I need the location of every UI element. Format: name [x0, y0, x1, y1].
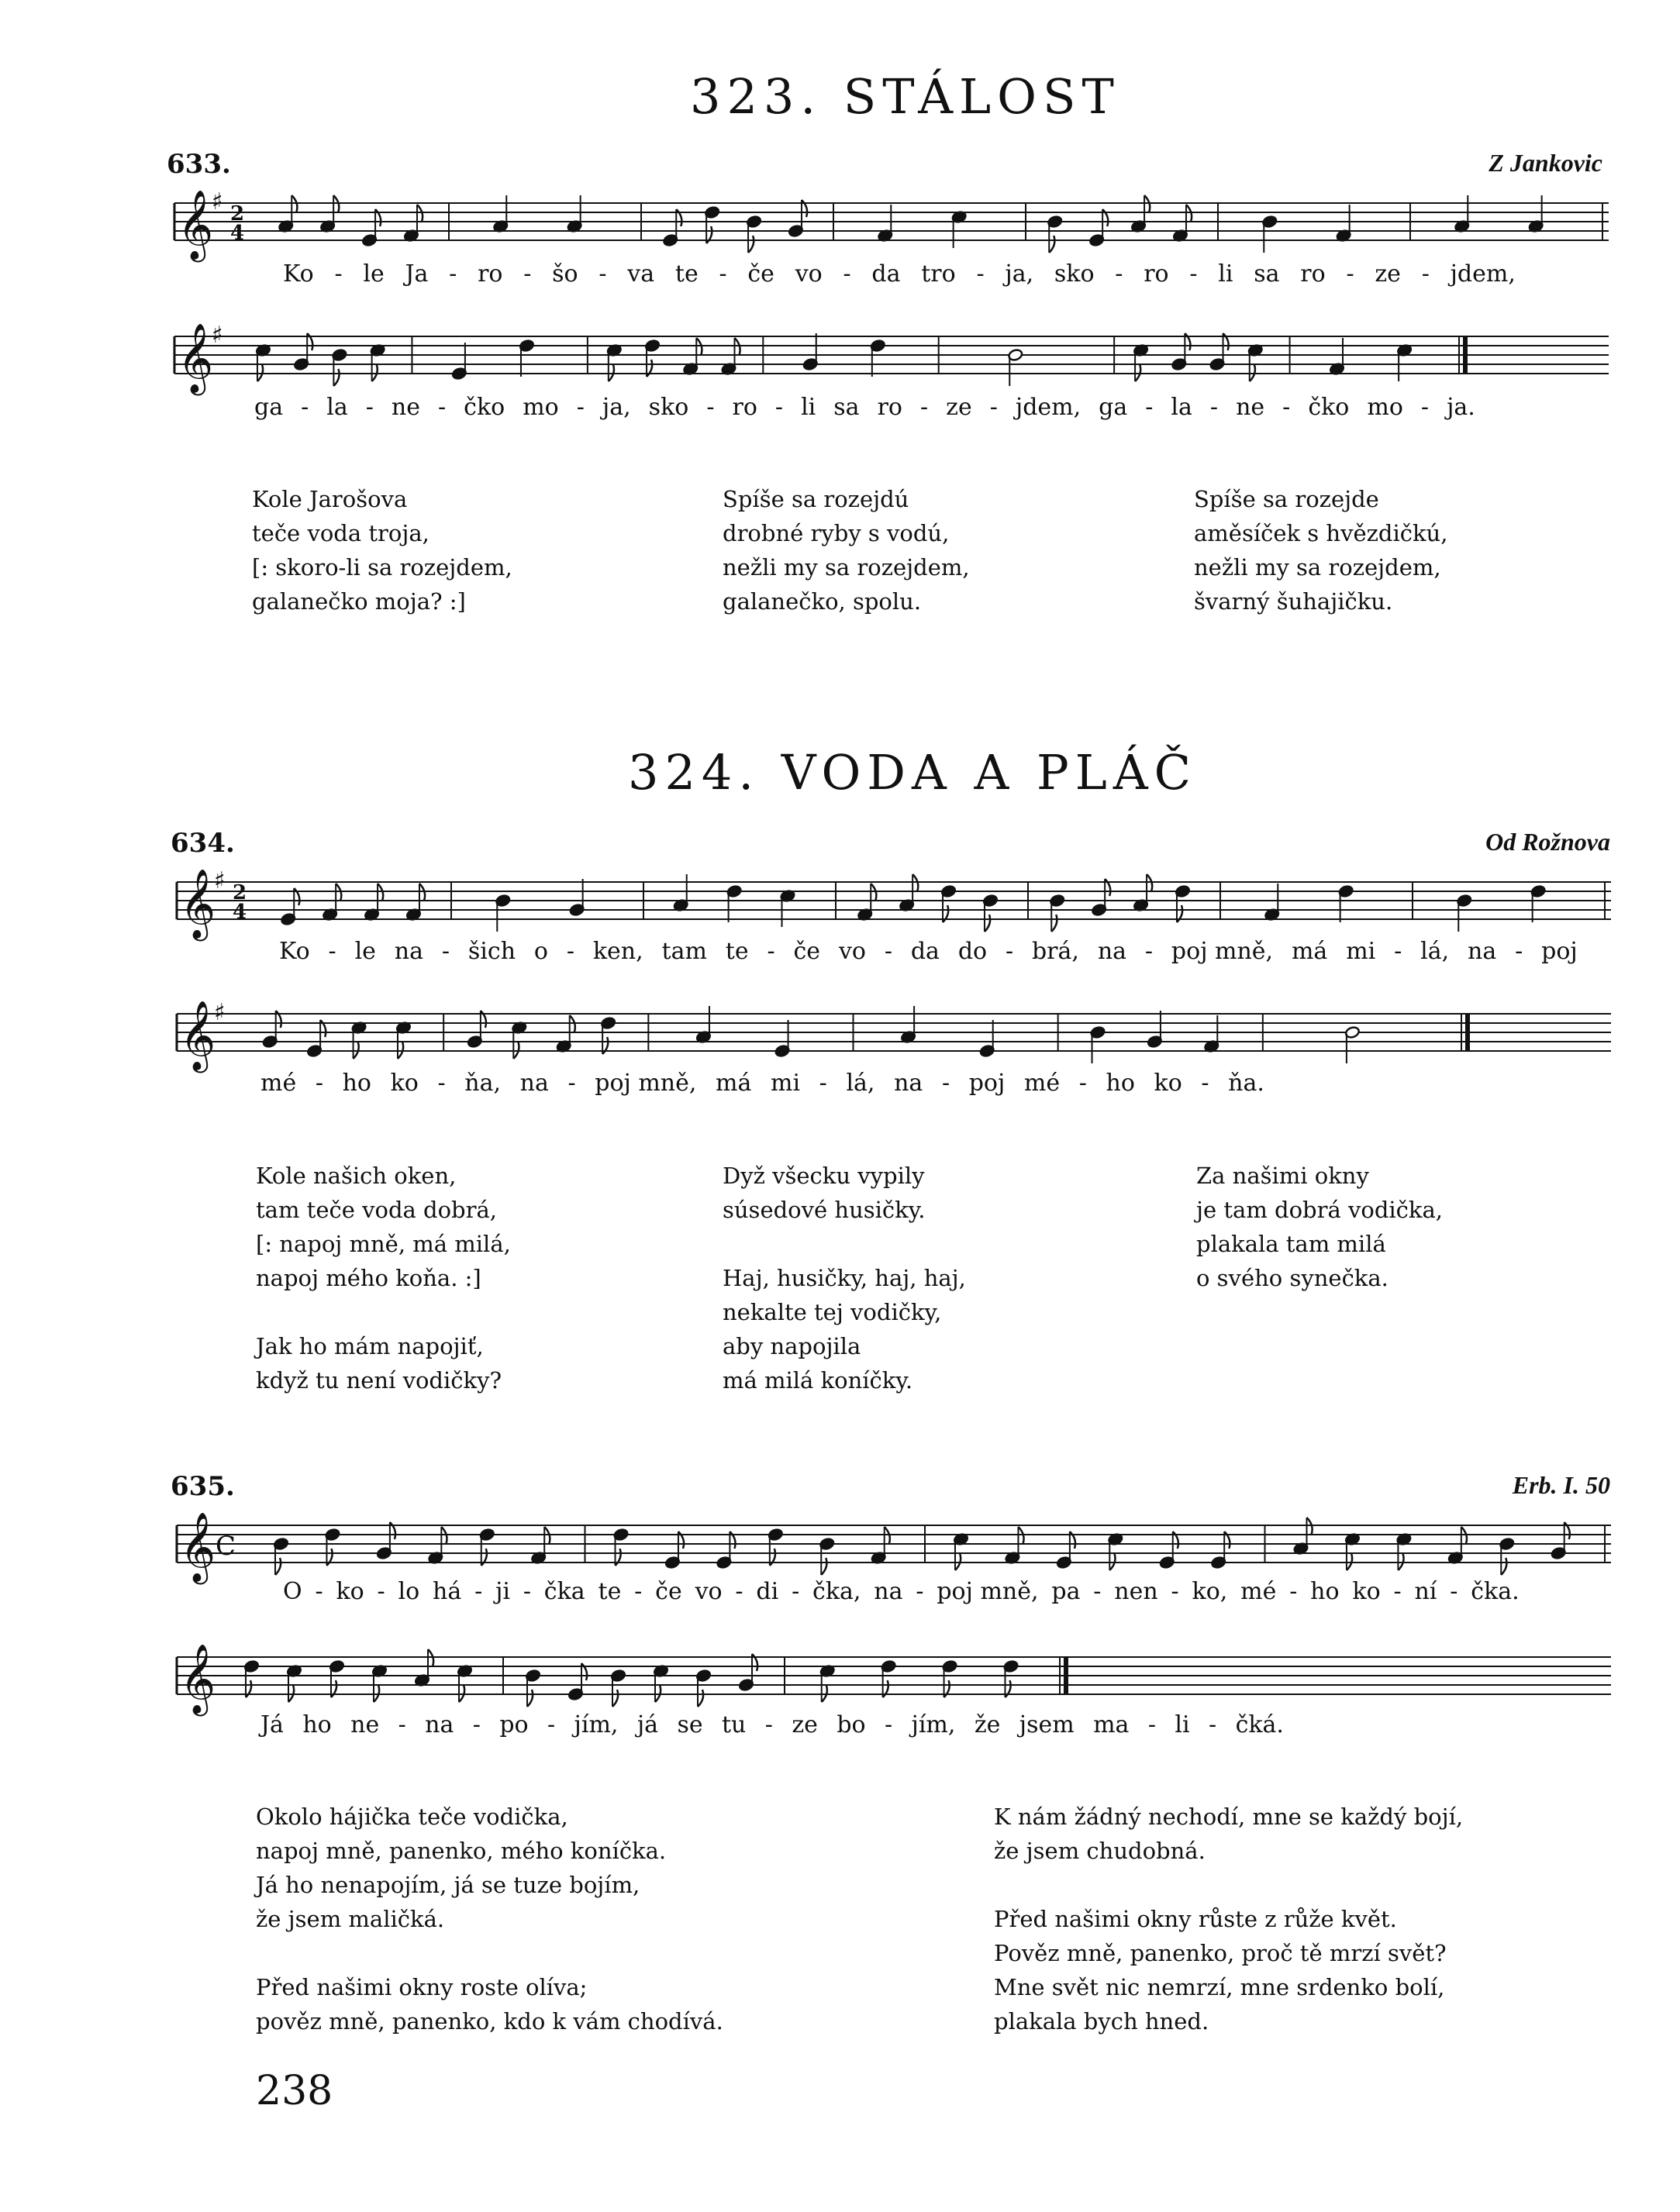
- treble-clef-icon: 𝄞: [178, 323, 214, 393]
- lyric-syllable: se: [677, 1711, 703, 1738]
- lyric-syllable: te: [674, 260, 699, 288]
- lyric-syllable: -: [398, 1711, 406, 1738]
- verse-635-1: Okolo hájička teče vodička, napoj mně, panenko, mého koníčka. Já ho nenapojím, já se tuze bojím, že jsem maličká. Před našimi okny roste olíva; pověz mně, panenko, kdo k vám chodívá.: [256, 1804, 723, 2035]
- lyric-syllable: ze: [792, 1711, 818, 1738]
- lyric-syllable: -: [1289, 1578, 1298, 1605]
- lyric-syllable: -: [764, 1711, 773, 1738]
- lyric-syllable: -: [719, 260, 727, 288]
- lyric-syllable: Ja: [405, 260, 429, 288]
- lyric-syllable: jdem,: [1450, 260, 1516, 288]
- lyric-syllable: ní: [1414, 1578, 1437, 1605]
- lyric-syllable: na: [519, 1070, 549, 1097]
- lyric-syllable: poj mně,: [937, 1578, 1039, 1605]
- lyric-syllable: poj mně,: [595, 1070, 697, 1097]
- lyric-syllable: -: [1189, 260, 1198, 288]
- note-flag: [1049, 236, 1054, 253]
- lyric-syllable: -: [989, 394, 998, 421]
- lyric-syllable: mé: [1240, 1578, 1277, 1605]
- lyric-syllable: ji: [495, 1578, 510, 1605]
- lyric-syllable: -: [472, 1711, 481, 1738]
- treble-clef-icon: 𝄞: [180, 1512, 216, 1582]
- melody-source-635: Erb. I. 50: [1512, 1471, 1610, 1499]
- lyric-syllable: -: [437, 1070, 446, 1097]
- lyric-syllable: ňa.: [1228, 1070, 1264, 1097]
- lyric-syllable: po: [499, 1711, 529, 1738]
- lyric-syllable: -: [774, 394, 784, 421]
- lyric-syllable: li: [1175, 1711, 1190, 1738]
- lyric-syllable: mé: [1023, 1070, 1061, 1097]
- verse-324-2: Dyž všecku vypily súsedové husičky. Haj, husičky, haj, haj, nekalte tej vodičky, aby napojila má milá koníčky.: [723, 1163, 966, 1394]
- lyric-syllable: ga: [254, 394, 284, 421]
- lyric-syllable: -: [767, 938, 775, 965]
- staff-634-1: [177, 867, 1611, 939]
- lyric-syllable: ko: [1154, 1070, 1182, 1097]
- lyric-syllable: Já: [260, 1711, 284, 1738]
- lyric-syllable: -: [315, 1578, 323, 1605]
- lyric-syllable: jím,: [574, 1711, 619, 1738]
- note-flag: [275, 1558, 281, 1575]
- sharp-icon: ♯: [212, 322, 223, 349]
- verse-323-3: Spíše sa rozejde aměsíček s hvězdičkú, nežli my sa rozejdem, švarný šuhajičku.: [1194, 486, 1448, 615]
- lyric-syllable: na: [894, 1070, 923, 1097]
- lyric-syllable: há: [433, 1578, 462, 1605]
- lyric-syllable: mo: [1367, 394, 1403, 421]
- melody-source-633: Z Jankovic: [1489, 149, 1602, 177]
- lyric-syllable: sko: [648, 394, 689, 421]
- lyric-syllable: na: [1468, 938, 1497, 965]
- page-number: 238: [256, 2068, 333, 2114]
- lyric-syllable: jím,: [911, 1711, 956, 1738]
- lyric-syllable: lá,: [846, 1070, 875, 1097]
- lyric-syllable: -: [1145, 394, 1154, 421]
- lyric-syllable: ne: [350, 1711, 380, 1738]
- lyric-syllable: -: [599, 260, 607, 288]
- lyric-syllable: če: [655, 1578, 682, 1605]
- lyric-syllable: poj: [968, 1070, 1006, 1097]
- lyric-syllable: čká.: [1235, 1711, 1284, 1738]
- lyric-syllable: -: [843, 260, 851, 288]
- lyrics-633-line2: [254, 394, 1475, 421]
- sharp-icon: ♯: [212, 188, 223, 215]
- lyrics-635-line2: [260, 1711, 1284, 1738]
- lyrics-633-line1: [283, 260, 1516, 288]
- lyric-syllable: čko: [1308, 394, 1350, 421]
- staff-635-1: [177, 1512, 1611, 1582]
- lyric-syllable: -: [301, 394, 309, 421]
- note-flag: [1051, 915, 1057, 932]
- note-flag: [333, 369, 339, 386]
- lyric-syllable: pa: [1051, 1578, 1081, 1605]
- lyric-syllable: mo: [523, 394, 559, 421]
- lyric-syllable: vo: [695, 1578, 723, 1605]
- lyric-syllable: -: [566, 938, 574, 965]
- lyric-syllable: ja,: [602, 394, 631, 421]
- lyric-syllable: -: [1346, 260, 1354, 288]
- lyric-syllable: -: [1421, 260, 1430, 288]
- lyric-syllable: li: [1218, 260, 1233, 288]
- lyric-syllable: te: [598, 1578, 622, 1605]
- melody-number-634: 634.: [171, 828, 235, 859]
- lyric-syllable: -: [315, 1070, 323, 1097]
- lyric-syllable: Ko: [283, 260, 314, 288]
- lyric-syllable: ho: [1106, 1070, 1135, 1097]
- lyric-syllable: -: [523, 1578, 531, 1605]
- lyric-syllable: ga: [1099, 394, 1128, 421]
- lyric-syllable: -: [1147, 1711, 1156, 1738]
- lyric-syllable: na: [394, 938, 424, 965]
- lyric-syllable: -: [976, 260, 985, 288]
- lyric-syllable: jsem: [1019, 1711, 1075, 1738]
- lyric-syllable: ma: [1093, 1711, 1130, 1738]
- lyric-syllable: bo: [837, 1711, 866, 1738]
- lyric-syllable: Ko: [279, 938, 310, 965]
- lyric-syllable: ne: [391, 394, 420, 421]
- melody-number-633: 633.: [167, 149, 231, 180]
- verse-323-2: Spíše sa rozejdú drobné ryby s vodú, nežli my sa rozejdem, galanečko, spolu.: [723, 486, 970, 615]
- lyric-syllable: lo: [398, 1578, 420, 1605]
- lyric-syllable: -: [1450, 1578, 1458, 1605]
- lyric-syllable: -: [1171, 1578, 1179, 1605]
- lyric-syllable: -: [1144, 938, 1154, 965]
- lyric-syllable: na: [1097, 938, 1127, 965]
- lyric-syllable: čka,: [812, 1578, 861, 1605]
- lyric-syllable: lá,: [1420, 938, 1450, 965]
- lyric-syllable: vo: [795, 260, 823, 288]
- lyric-syllable: do: [957, 938, 988, 965]
- verse-323-1: Kole Jarošova teče voda troja, [: skoro-li sa rozejdem, galanečko moja? :]: [252, 486, 512, 615]
- sharp-icon: ♯: [214, 867, 226, 894]
- melody-number-635: 635.: [171, 1471, 235, 1502]
- lyric-syllable: O: [283, 1578, 302, 1605]
- lyric-syllable: ho: [342, 1070, 371, 1097]
- lyric-syllable: ro: [1144, 260, 1169, 288]
- lyric-syllable: ho: [302, 1711, 332, 1738]
- verse-324-3: Za našimi okny je tam dobrá vodička, plakala tam milá o svého synečka.: [1196, 1163, 1443, 1291]
- lyric-syllable: má: [716, 1070, 752, 1097]
- note-flag: [527, 1690, 533, 1707]
- lyric-syllable: -: [441, 938, 450, 965]
- lyric-syllable: ko: [390, 1070, 419, 1097]
- lyric-syllable: čko: [464, 394, 505, 421]
- lyric-syllable: ňa,: [464, 1070, 501, 1097]
- song-title-324: 324. VODA A PLÁČ: [628, 744, 1198, 801]
- time-signature-bottom: 4: [230, 222, 245, 245]
- lyric-syllable: da: [910, 938, 940, 965]
- lyric-syllable: te: [725, 938, 749, 965]
- staff-634-2: [177, 999, 1611, 1070]
- time-signature-bottom: 4: [233, 901, 247, 924]
- lyric-syllable: -: [920, 394, 929, 421]
- lyric-syllable: -: [365, 394, 374, 421]
- lyric-syllable: la: [326, 394, 348, 421]
- lyric-syllable: -: [792, 1578, 800, 1605]
- lyric-syllable: di: [756, 1578, 779, 1605]
- lyric-syllable: le: [363, 260, 385, 288]
- lyric-syllable: -: [1209, 1711, 1217, 1738]
- lyric-syllable: -: [547, 1711, 556, 1738]
- lyric-syllable: vo: [838, 938, 866, 965]
- lyric-syllable: -: [884, 938, 892, 965]
- lyric-syllable: ro: [478, 260, 503, 288]
- lyric-syllable: ko,: [1192, 1578, 1228, 1605]
- lyric-syllable: tu: [722, 1711, 747, 1738]
- lyric-syllable: -: [735, 1578, 743, 1605]
- lyrics-635-line1: [283, 1578, 1520, 1605]
- lyric-syllable: -: [328, 938, 336, 965]
- lyric-syllable: -: [1093, 1578, 1102, 1605]
- lyric-syllable: -: [1115, 260, 1123, 288]
- lyric-syllable: -: [334, 260, 343, 288]
- lyric-syllable: na: [874, 1578, 903, 1605]
- lyric-syllable: -: [1209, 394, 1219, 421]
- lyric-syllable: ko: [336, 1578, 364, 1605]
- lyric-syllable: tam: [661, 938, 707, 965]
- lyric-syllable: -: [449, 260, 457, 288]
- lyrics-634-line1: [279, 938, 1578, 965]
- lyric-syllable: -: [1393, 1578, 1402, 1605]
- lyric-syllable: va: [627, 260, 655, 288]
- lyric-syllable: brá,: [1031, 938, 1079, 965]
- lyric-syllable: mi: [771, 1070, 801, 1097]
- lyric-syllable: da: [871, 260, 901, 288]
- lyric-syllable: če: [747, 260, 774, 288]
- verse-324-1: Kole našich oken, tam teče voda dobrá, [: napoj mně, má milá, napoj mého koňa. :] Jak ho mám napojiť, když tu není vodičky?: [256, 1163, 511, 1394]
- lyric-syllable: če: [793, 938, 821, 965]
- lyric-syllable: sko: [1054, 260, 1095, 288]
- lyric-syllable: -: [576, 394, 585, 421]
- melody-source-634: Od Rožnova: [1485, 828, 1610, 856]
- staff-633-1: [174, 188, 1609, 260]
- lyric-syllable: ro: [1300, 260, 1326, 288]
- lyric-syllable: ko: [1352, 1578, 1381, 1605]
- common-time-icon: C: [216, 1531, 236, 1562]
- lyric-syllable: jdem,: [1015, 394, 1081, 421]
- treble-clef-icon: 𝄞: [180, 1001, 216, 1070]
- lyric-syllable: -: [474, 1578, 483, 1605]
- lyric-syllable: le: [354, 938, 376, 965]
- lyric-syllable: ro: [877, 394, 902, 421]
- lyric-syllable: ro: [732, 394, 757, 421]
- lyric-syllable: ze: [1375, 260, 1401, 288]
- lyric-syllable: na: [425, 1711, 454, 1738]
- lyric-syllable: -: [1282, 394, 1291, 421]
- lyric-syllable: že: [974, 1711, 1001, 1738]
- lyric-syllable: -: [1078, 1070, 1087, 1097]
- time-signature-top: 2: [233, 881, 247, 904]
- lyric-syllable: ken,: [592, 938, 643, 965]
- lyric-syllable: -: [634, 1578, 643, 1605]
- lyric-syllable: poj mně,: [1171, 938, 1274, 965]
- lyric-syllable: mé: [260, 1070, 297, 1097]
- lyric-syllable: šich: [467, 938, 516, 965]
- treble-clef-icon: 𝄞: [180, 1644, 216, 1714]
- lyric-syllable: já: [636, 1711, 659, 1738]
- lyric-syllable: -: [884, 1711, 893, 1738]
- lyric-syllable: -: [1515, 938, 1523, 965]
- lyric-syllable: nen: [1114, 1578, 1158, 1605]
- lyric-syllable: -: [523, 260, 532, 288]
- time-signature-top: 2: [230, 202, 245, 226]
- lyric-syllable: tro: [921, 260, 956, 288]
- note-flag: [612, 1690, 618, 1707]
- lyric-syllable: poj: [1541, 938, 1578, 965]
- lyric-syllable: -: [1201, 1070, 1209, 1097]
- note-flag: [698, 1690, 703, 1707]
- lyric-syllable: o: [533, 938, 548, 965]
- lyric-syllable: ho: [1310, 1578, 1340, 1605]
- lyric-syllable: čka.: [1471, 1578, 1520, 1605]
- lyric-syllable: -: [377, 1578, 385, 1605]
- note-flag: [985, 915, 990, 932]
- lyric-syllable: -: [438, 394, 447, 421]
- lyric-syllable: li: [801, 394, 816, 421]
- lyric-syllable: -: [706, 394, 715, 421]
- lyric-syllable: mi: [1346, 938, 1376, 965]
- lyric-syllable: -: [819, 1070, 827, 1097]
- lyric-syllable: ze: [946, 394, 972, 421]
- treble-clef-icon: 𝄞: [180, 869, 216, 939]
- lyric-syllable: ja.: [1447, 394, 1475, 421]
- sharp-icon: ♯: [214, 999, 226, 1026]
- treble-clef-icon: 𝄞: [178, 190, 214, 260]
- staff-633-2: [174, 322, 1609, 393]
- lyric-syllable: -: [916, 1578, 924, 1605]
- lyric-syllable: sa: [1254, 260, 1280, 288]
- lyric-syllable: ne: [1236, 394, 1265, 421]
- lyric-syllable: -: [567, 1070, 576, 1097]
- lyric-syllable: -: [1005, 938, 1014, 965]
- lyric-syllable: má: [1291, 938, 1328, 965]
- lyric-syllable: ja,: [1005, 260, 1034, 288]
- note-flag: [821, 1558, 826, 1575]
- lyric-syllable: -: [1394, 938, 1402, 965]
- lyric-syllable: -: [941, 1070, 950, 1097]
- song-title-323: 323. STÁLOST: [690, 68, 1120, 125]
- lyric-syllable: sa: [833, 394, 860, 421]
- verse-635-2: K nám žádný nechodí, mne se každý bojí, že jsem chudobná. Před našimi okny růste z růže květ. Pověz mně, panenko, proč tě mrzí svět? Mne svět nic nemrzí, mne srdenko bolí, plakala bych hned.: [994, 1804, 1464, 2035]
- lyric-syllable: la: [1171, 394, 1192, 421]
- lyrics-634-line2: [260, 1070, 1264, 1097]
- lyric-syllable: šo: [552, 260, 578, 288]
- lyric-syllable: čka: [543, 1578, 585, 1605]
- note-flag: [748, 236, 754, 253]
- note-flag: [1501, 1558, 1506, 1575]
- lyric-syllable: -: [1420, 394, 1430, 421]
- staff-635-2: [177, 1644, 1611, 1714]
